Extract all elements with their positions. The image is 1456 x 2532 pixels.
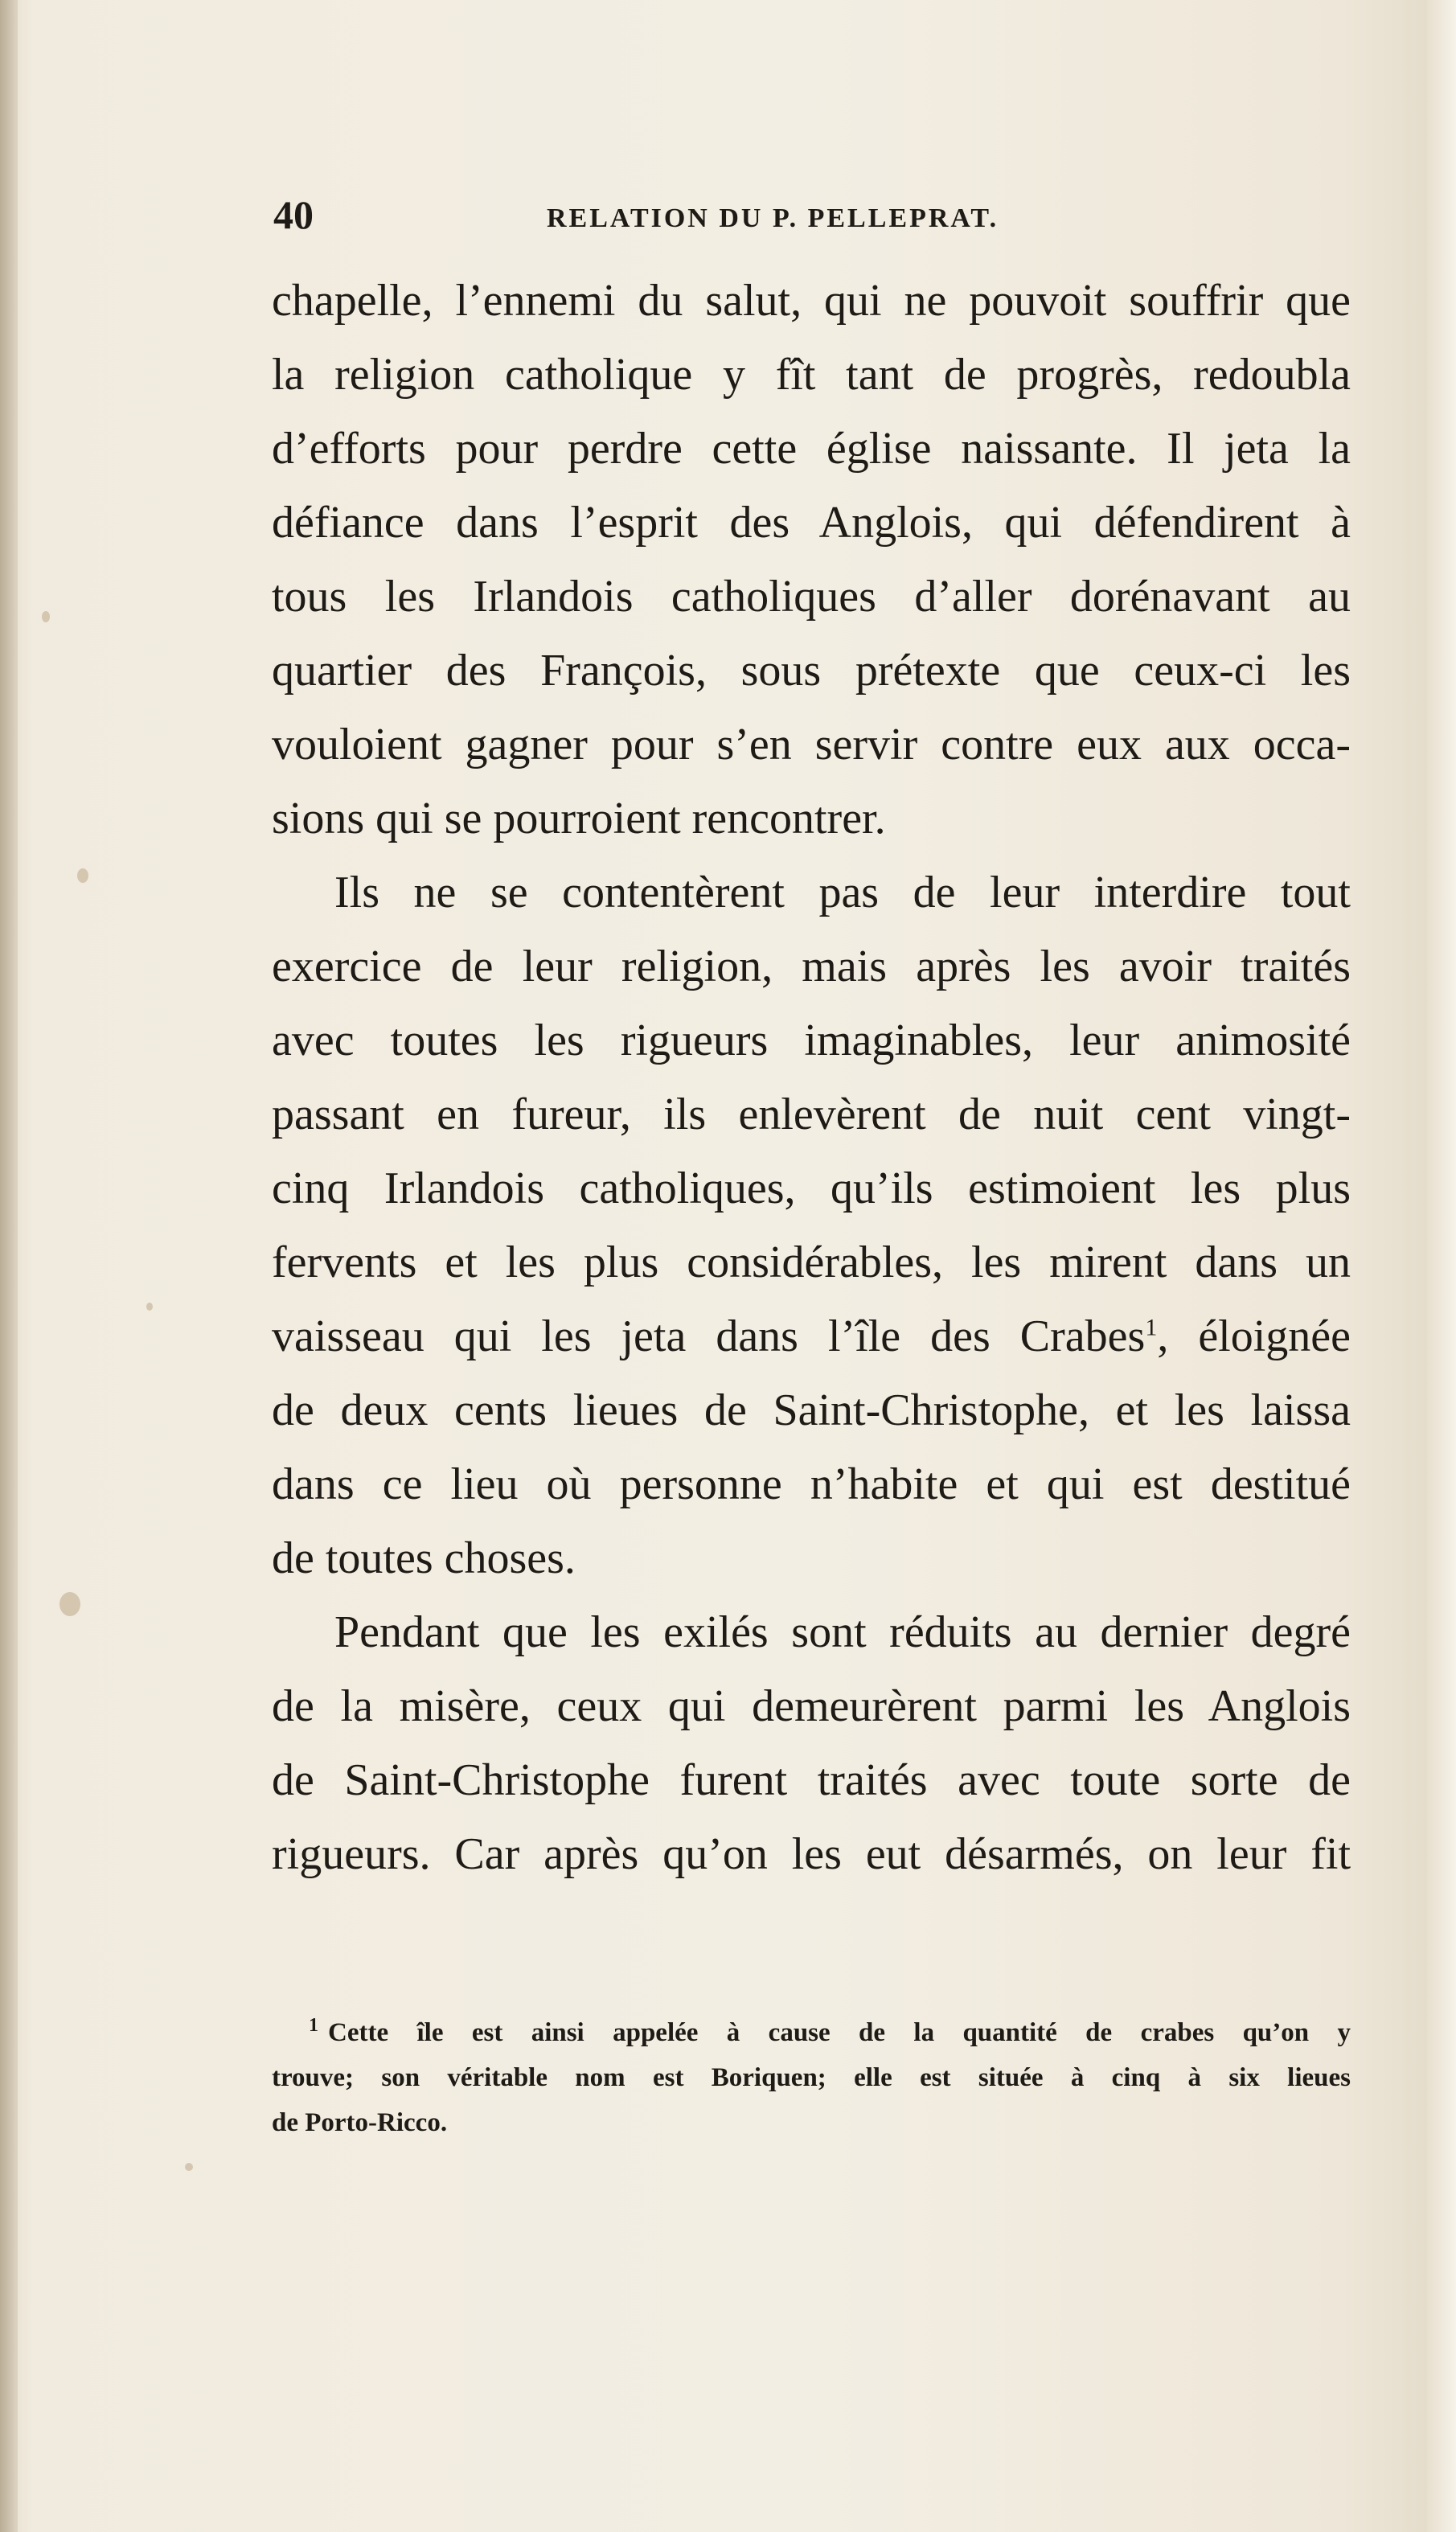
text-segment: , éloignée <box>1157 1311 1351 1361</box>
foxing-spot <box>146 1303 153 1311</box>
text-segment: vaisseau qui les jeta dans l’île des Crabes <box>272 1311 1146 1361</box>
page-binding-edge <box>0 0 18 2532</box>
footnote-mark: 1 <box>309 2015 318 2036</box>
footnote-line: de Porto-Ricco. <box>272 2108 448 2137</box>
text-line: rigueurs. Car après qu’on les eut désarmés, on leur fit <box>272 1829 1351 1879</box>
text-line: défiance dans l’esprit des Anglois, qui défendirent à <box>272 498 1351 548</box>
text-line: vouloient gagner pour s’en servir contre eux aux occa- <box>272 720 1351 769</box>
text-line: cinq Irlandois catholiques, qu’ils estimoient les plus <box>272 1163 1351 1213</box>
foxing-spot <box>42 611 50 622</box>
text-line: dans ce lieu où personne n’habite et qui est destitué <box>272 1459 1351 1509</box>
text-line: quartier des François, sous prétexte que ceux-ci les <box>272 646 1351 696</box>
foxing-spot <box>185 2163 193 2171</box>
text-line-with-footnote <box>272 1299 1351 1373</box>
text-line: fervents et les plus considérables, les mirent dans un <box>272 1237 1351 1287</box>
text-line: passant en fureur, ils enlevèrent de nuit cent vingt- <box>272 1090 1351 1139</box>
text-line: Pendant que les exilés sont réduits au dernier degré <box>334 1607 1351 1657</box>
text-line: tous les Irlandois catholiques d’aller dorénavant au <box>272 572 1351 622</box>
text-line: de toutes choses. <box>272 1533 576 1583</box>
body-text <box>272 264 1351 1891</box>
text-line: chapelle, l’ennemi du salut, qui ne pouvoit souffrir que <box>272 276 1351 326</box>
text-line: de Saint-Christophe furent traités avec toute sorte de <box>272 1755 1351 1805</box>
footnote-block <box>272 2010 1351 2145</box>
running-head <box>273 187 1351 243</box>
footnote-text: Cette île est ainsi appelée à cause de la quantité de crabes qu’on y <box>328 2018 1351 2047</box>
text-line: Ils ne se contentèrent pas de leur interdire tout <box>334 868 1351 917</box>
footnote-reference[interactable]: 1 <box>1145 1314 1158 1341</box>
text-line: la religion catholique y fît tant de progrès, redoubla <box>272 350 1351 400</box>
text-line: d’efforts pour perdre cette église naissante. Il jeta la <box>272 424 1351 474</box>
page-number: 40 <box>273 192 314 237</box>
text-line: de la misère, ceux qui demeurèrent parmi les Anglois <box>272 1681 1351 1731</box>
foxing-spot <box>77 868 88 883</box>
running-title: RELATION DU P. PELLEPRAT. <box>547 203 999 233</box>
foxing-spot <box>59 1592 80 1616</box>
footnote-line <box>272 2010 1351 2055</box>
page-fore-edge <box>1427 0 1456 2532</box>
text-line: sions qui se pourroient rencontrer. <box>272 794 886 843</box>
text-line: exercice de leur religion, mais après les avoir traités <box>272 942 1351 991</box>
footnote-line: trouve; son véritable nom est Boriquen; elle est située à cinq à six lieues <box>272 2063 1351 2092</box>
text-line: de deux cents lieues de Saint-Christophe, et les laissa <box>272 1385 1351 1435</box>
text-line: avec toutes les rigueurs imaginables, leur animosité <box>272 1016 1351 1065</box>
